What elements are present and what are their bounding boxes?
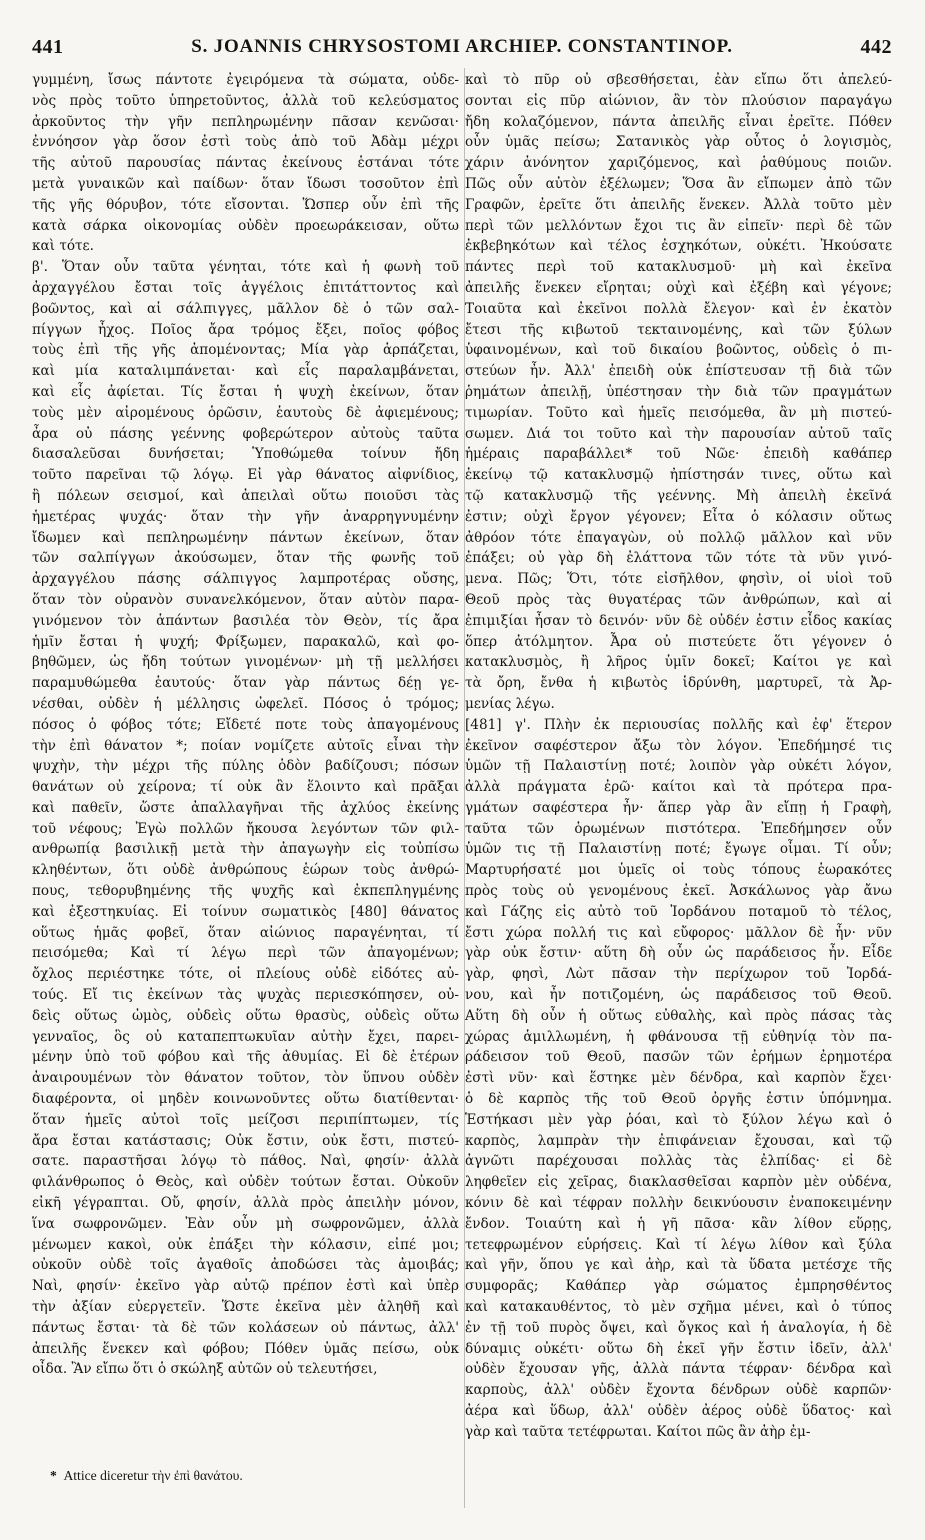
text-line: ἀναιρουμένων τὸν θάνατον τοῦτον, τὸν ὕπνου οὐδὲν — [32, 1070, 459, 1087]
text-line: ἴδωμεν καὶ πεπληρωμένην πάντων ἐκείνων, ὅταν — [32, 529, 459, 546]
text-line: καρπὸς, λαμπρὰν τὴν ἐπιφάνειαν ἔχουσαι, καὶ τῷ — [465, 1132, 892, 1149]
text-line: καὶ μία καταλιμπάνεται· καὶ εἷς παραλαμβάνεται, — [32, 363, 459, 380]
text-line: Ἑστήκασι μὲν γὰρ ῥόαι, καὶ τὸ ξύλον λέγω καὶ ὁ — [465, 1111, 892, 1128]
text-line: παραμυθώμεθα ἑαυτούς· ὅταν γὰρ πάντως δέῃ γε- — [32, 675, 459, 692]
text-line: καὶ τότε. — [32, 238, 94, 255]
text-line: ψυχὴν, τὴν μέχρι τῆς πύλης ὁδὸν βαδίζουσι; πόσων — [32, 758, 459, 775]
text-line: τιμωρίαν. Τοῦτο καὶ ἡμεῖς πεισόμεθα, ἂν μὴ πιστεύ- — [465, 404, 892, 421]
text-line: ἤδη κολαζόμενον, πάντα ἀπειλῆς εἶναι ἐρεῖτε. Πόθεν — [465, 113, 892, 130]
text-line: καὶ εἷς ἀφίεται. Τίς ἔσται ἡ ψυχὴ ἐκείνων, ὅταν — [32, 383, 459, 400]
left-column — [32, 70, 459, 1443]
text-line: ὅταν ἡμεῖς αὐτοὶ τοῖς μείζοσι περιπίπτωμεν, τίς — [32, 1111, 459, 1128]
text-line: καρποὺς, ἀλλ' οὐδὲν ἔχοντα δένδρων οὐδὲ καρπῶν· — [465, 1382, 892, 1399]
text-line: χάριν ἀνόνητον χαριζόμενος, καὶ ῥαθύμους ποιῶν. — [465, 155, 892, 172]
text-line: ἔτεσι τῆς κιβωτοῦ τεκταινομένης, καὶ τῶν ξύλων — [465, 321, 892, 338]
text-line: πόσος ὁ φόβος τότε; Εἴδετέ ποτε τοὺς ἀπαγομένους — [32, 716, 459, 733]
running-header — [32, 34, 892, 60]
text-line: γὰρ καὶ ταῦτα τετέφρωται. Καίτοι πῶς ἂν ἀὴρ ἐμ- — [465, 1423, 811, 1440]
text-line: διαφέροντα, οἱ μηδὲν κοινωνοῦντες οὕτω διατίθενται· — [32, 1091, 459, 1108]
text-line: ὁ δὲ καρπὸς τῆς τοῦ Θεοῦ ὀργῆς ἐστιν ὑπόμνημα. — [465, 1091, 892, 1108]
text-line: ἀγνῶτι παρέχουσαι πολλὰς τὰς ἐλπίδας· εἰ δὲ — [465, 1153, 892, 1170]
text-line: σατε. παραστῆσαι λόγῳ τὸ πάθος. Ναὶ, φησίν· ἀλλὰ — [32, 1153, 459, 1170]
text-line: τοὺς μὲν αἰρομένους ὁρῶσιν, ἑαυτοὺς δὲ ἀφιεμένους; — [32, 404, 459, 421]
text-line: τοῦ νέφους; Ἐγὼ πολλῶν ἤκουσα λεγόντων τῶν φιλ- — [32, 820, 459, 837]
text-line: σονται εἰς πῦρ αἰώνιον, ἂν τὸν πλούσιον παραγάγω — [465, 92, 892, 109]
running-title: S. JOANNIS CHRYSOSTOMI ARCHIEP. CONSTANTINOP. — [191, 36, 733, 57]
text-line: ἆρα οὐ πάσης γεέννης φοβερώτερον αὐτοὺς ταῦτα — [32, 425, 459, 442]
text-line: ληφθεῖεν εἰς χεῖρας, διακλασθεῖσαι καρπὸν μὲν οὐδένα, — [465, 1174, 892, 1191]
text-line: β'. Ὅταν οὖν ταῦτα γένηται, τότε καὶ ἡ φωνὴ τοῦ — [32, 259, 459, 276]
text-line: ὄχλος περιέστηκε τότε, οἱ πλείους οὐδὲ εἰδότες αὐ- — [32, 966, 459, 983]
text-line: τὴν ἀξίαν εὐεργετεῖν. Ὥστε ἐκεῖνα μὲν ἀληθῆ καὶ — [32, 1299, 459, 1316]
footnote-text: Attice diceretur τὴν ἐπὶ θανάτου. — [63, 1468, 243, 1483]
text-line: Πῶς οὖν αὐτὸν ἐξέλωμεν; Ὅσα ἂν εἴπωμεν ἀπὸ τῶν — [465, 175, 892, 192]
text-line: ἐστὶ νῦν· καὶ ἕστηκε μὲν δένδρα, καὶ καρπὸν ἔχει· — [465, 1070, 892, 1087]
text-line: μετὰ γυναικῶν καὶ παίδων· ὅταν ἴδωσι τοσοῦτον ἐπὶ — [32, 175, 459, 192]
text-line: τῆς γῆς θόρυβον, τότε εἴσονται. Ὥσπερ οὖν ἐπὶ τῆς — [32, 196, 459, 213]
text-line: ἔνδον. Τοιαύτη καὶ ἡ γῆ πᾶσα· κἂν λίθον εὕρῃς, — [465, 1215, 892, 1232]
text-line: ἡμῖν ἔσται ἡ ψυχή; Φρίξωμεν, παρακαλῶ, καὶ φο- — [32, 633, 459, 650]
text-line: ἀρκοῦντος τὴν γῆν πεπληρωμένην πᾶσαν κενῶσαι· — [32, 113, 459, 130]
text-line: περὶ τῶν μελλόντων ἔχοι τις ἂν εἰπεῖν· περὶ δὲ τῶν — [465, 217, 892, 234]
text-line: Γραφῶν, ἐρεῖτε ὅτι ἀπειλῆς ἕνεκεν. Ἀλλὰ τοῦτο μὲν — [465, 196, 892, 213]
text-line: τῶν σαλπίγγων ἀκούσωμεν, ὅταν τῆς φωνῆς τοῦ — [32, 550, 459, 567]
text-columns — [32, 70, 892, 1443]
text-line: ἀέρα καὶ ὕδωρ, ἀλλ' οὐδὲν ἀέρος οὐδὲ ὕδατος· καὶ — [465, 1403, 892, 1419]
text-line: Αὕτη δὴ οὖν ἡ οὕτως εὐθαλὴς, καὶ πρὸς πάσας τὰς — [465, 1007, 892, 1024]
text-line: βοῶντος, καὶ αἱ σάλπιγγες, μᾶλλον δὲ ὁ τῶν σαλ- — [32, 300, 459, 317]
text-line: ἐν τῇ τοῦ πυρὸς ὄψει, καὶ ὄγκος καὶ ἡ ἀναλογία, ἡ δὲ — [465, 1319, 892, 1336]
text-line: τοῦτο παρεῖναι τῷ λόγῳ. Εἰ γὰρ θάνατος αἰφνίδιος, — [32, 467, 459, 484]
left-page-number: 441 — [32, 35, 64, 58]
text-line: [481] γ'. Πλὴν ἐκ περιουσίας πολλῆς καὶ ἐφ' ἕτερον — [465, 716, 892, 733]
text-line: καὶ τὸ πῦρ οὐ σβεσθήσεται, ἐὰν εἴπω ὅτι ἀπελεύ- — [465, 72, 892, 88]
text-line: ἐκβεβηκότων καὶ τέλος ἐσχηκότων, οὐκέτι. Ἠκούσατε — [465, 238, 892, 255]
text-line: ἐπάξει; οὐ γὰρ δὴ ἐλάττονα τῶν τότε τὰ νῦν γινό- — [465, 550, 892, 567]
text-line: ἢ πόλεων σεισμοί, καὶ ἀπειλαὶ οὕτω ποιοῦσι τὰς — [32, 487, 459, 504]
footnote-mark: * — [50, 1468, 57, 1483]
text-line: ῥημάτων ἀπειλῇ, ὑπέστησαν τὴν διὰ τῶν πραγμάτων — [465, 383, 892, 400]
text-line: ἄρα ἔσται κατάστασις; Οὐκ ἔστιν, οὐκ ἔστι, πιστεύ- — [32, 1132, 459, 1149]
text-line: οὐδὲν ἔχουσαν γῆς, ἀλλὰ πάντα τέφραν· δένδρα καὶ — [465, 1361, 892, 1378]
text-line: οὐκοῦν οὐδὲ τοῖς ἀγαθοῖς ἀποδώσει τὰς ἀμοιβάς; — [32, 1257, 459, 1274]
text-line: ὅταν τὸν οὐρανὸν συνανελκόμενον, ὅταν αὐτὸν παρα- — [32, 591, 459, 608]
text-line: τῷ κατακλυσμῷ τῆς γεέννης. Μὴ ἀπειλὴ ἐκεῖνά — [465, 487, 892, 504]
text-line: γμάτων σαφέστερα ἦν· ἅπερ γὰρ ἂν εἴπῃ ἡ Γραφὴ, — [465, 799, 892, 816]
text-line: ἀπειλῆς ἕνεκεν εἴρηται; οὐχὶ καὶ ἐξέβη καὶ γέγονε; — [465, 279, 892, 296]
text-line: κληθέντων, ὅτι οὐδὲ ἀνθρώπους ἑώρων τοὺς ἀνθρώ- — [32, 862, 459, 879]
text-line: χώρας ἁμιλλωμένη, ἡ φθάνουσα τῇ εὐθηνίᾳ τὸν πα- — [465, 1028, 892, 1045]
text-line: νέσθαι, οὐδὲν ἡ μέλλησις ὠφελεῖ. Πόσος ὁ τρόμος; — [32, 695, 459, 712]
text-line: πίγγων ἦχος. Ποῖος ἄρα τρόμος ἔξει, ποῖος φόβος — [32, 321, 459, 338]
text-line: σωμεν. Διά τοι τοῦτο καὶ τὴν παρουσίαν αὐτοῦ ταῖς — [465, 425, 892, 442]
text-line: ἀρχαγγέλου ἔσται τοῖς ἀγγέλοις ἐπιτάττοντος καὶ — [32, 279, 459, 296]
text-line: ἐννόησον γὰρ ὅσον ἐστὶ τοὺς ἀπὸ τοῦ Ἀδὰμ μέχρι — [32, 134, 459, 151]
right-page-number: 442 — [860, 35, 892, 58]
text-line: γὰρ οὐκ ἔστιν· αὕτη δὴ οὖν ὡς παράδεισος ἦν. Εἶδε — [465, 945, 892, 962]
text-line: ταῦτα τῶν ὁρωμένων πιστότερα. Ἐπεδήμησεν οὖν — [465, 820, 892, 837]
text-line: τῆς αὐτοῦ παρουσίας πάντας ἐκείνους ἑστάναι τότε — [32, 155, 459, 172]
text-line: ὅπερ ἀτόλμητον. Ἆρα οὐ πιστεύετε ὅτι γέγονεν ὁ — [465, 633, 892, 650]
text-line: μένην ὑπὸ τοῦ φόβου καὶ τῆς ἀθυμίας. Εἰ δὲ ἑτέρων — [32, 1049, 459, 1066]
text-line: κατακλυσμὸς, ἢ λῆρος ὑμῖν δοκεῖ; Καίτοι γε καὶ — [465, 654, 892, 671]
text-line: καὶ ἐξεστηκυίας. Εἰ τοίνυν σωματικὸς [480] θάνατος — [32, 903, 459, 920]
text-line: φιλάνθρωπος ὁ Θεὸς, καὶ οὐδὲν τούτων ἔσται. Οὐκοῦν — [32, 1174, 459, 1191]
text-line: πους, τεθορυβημένης τῆς ψυχῆς καὶ ἐκπεπληγμένης — [32, 883, 459, 900]
text-line: τὴν ἐπὶ θάνατον *; ποίαν νομίζετε αὐτοῖς εἶναι τὴν — [32, 737, 459, 754]
text-line: πεισόμεθα; Καὶ τί λέγω περὶ τῶν ἀπαγομένων; — [32, 945, 459, 962]
text-line: ἡμέραις παραβάλλει* τοῦ Νῶε· ἐπειδὴ καθάπερ — [465, 446, 892, 463]
text-line: μένωμεν κακοὶ, οὐκ ἐπάξει τὴν κόλασιν, εἰπέ μοι; — [32, 1236, 459, 1253]
text-line: θανάτων οὐ χείρονα; τί οὐκ ἂν ἕλοιντο καὶ πρᾶξαι — [32, 779, 459, 796]
text-line: ἵνα σωφρονῶμεν. Ἐὰν οὖν μὴ σωφρονῶμεν, ἀλλὰ — [32, 1215, 459, 1232]
text-line: καὶ γῆν, ὅπου γε καὶ ἀὴρ, καὶ τὰ ὕδατα μετέσχε τῆς — [465, 1257, 892, 1274]
text-line: διασαλεῦσαι δυνήσεται; Ὑποθώμεθα τοίνυν ἤδη — [32, 446, 459, 463]
text-line: πάντες περὶ τοῦ κατακλυσμοῦ· μὴ καὶ ἐκεῖνα — [465, 259, 892, 276]
text-line: τούς. Εἴ τις ἐκείνων τὰς ψυχὰς περιεσκόπησεν, οὐ- — [32, 987, 459, 1004]
text-line: γὰρ, φησὶ, Λὼτ πᾶσαν τὴν περίχωρον τοῦ Ἰορδά- — [465, 966, 892, 983]
text-line: ἀθρόον τότε ἐπαγαγὼν, οὐ πολλῷ μᾶλλον καὶ νῦν — [465, 529, 892, 546]
text-line: Ναὶ, φησίν· ἐκεῖνο γὰρ αὐτῷ πρέπον ἐστὶ καὶ ὑπὲρ — [32, 1278, 459, 1295]
text-line: ὑμῶν τις τῇ Παλαιστίνῃ ποτέ; ἔγωγε οἶμαι. Τί οὖν; — [465, 841, 892, 858]
text-line: ἔστι χώρα πολλή τις καὶ εὔφορος· μᾶλλον δὲ ἦν· νῦν — [465, 924, 892, 941]
text-line: τὰ ὄρη, ἔνθα ἡ κιβωτὸς ἱδρύνθη, μαρτυρεῖ, τὰ Ἀρ- — [465, 675, 892, 692]
text-line: ἐκεῖνον σαφέστερον ἄξω τὸν λόγον. Ἐπεδήμησέ τις — [465, 737, 892, 754]
text-line: συμφορᾶς; Καθάπερ γὰρ σώματος ἐμπρησθέντος — [465, 1278, 892, 1295]
text-line: ἀπειλῆς ἕνεκεν καὶ φόβου; Πόθεν ὑμᾶς πείσω, οὐκ — [32, 1340, 459, 1357]
text-line: καὶ παθεῖν, ὥστε ἀπαλλαγῆναι τῆς ἀχλύος ἐκείνης — [32, 799, 459, 816]
text-line: ανθρωπίᾳ βασιλικῇ μετὰ τὴν ἀπαγωγὴν εἰς τοὐπίσω — [32, 841, 459, 858]
text-line: νου, καὶ ἦν ποτιζομένη, ὡς παράδεισος τοῦ Θεοῦ. — [465, 987, 892, 1004]
text-line: Τοιαῦτα καὶ ἐκεῖνοι πολλὰ ἔλεγον· καὶ ἐν ἑκατὸν — [465, 300, 892, 317]
text-line: μενα. Πῶς; Ὅτι, τότε εἰσῆλθον, φησὶν, οἱ υἱοὶ τοῦ — [465, 571, 892, 588]
text-line: εἰκῆ γέγραπται. Οὔ, φησίν, ἀλλὰ πρὸς ἀπειλὴν μόνον, — [32, 1195, 459, 1212]
text-line: Μαρτυρήσατέ μοι ὑμεῖς οἱ τοὺς τόπους ἑωρακότες — [465, 862, 892, 879]
text-line: νὸς πρὸς τοῦτο ὑπηρετοῦντος, ἀλλὰ τοῦ κελεύσματος — [32, 92, 459, 109]
text-line: τετεφρωμένον εὑρήσεις. Καὶ τί λέγω λίθον καὶ ξύλα — [465, 1236, 892, 1253]
text-line: οὖν ὑμᾶς πείσω; Σατανικὸς γὰρ οὗτος ὁ λογισμὸς, — [465, 134, 892, 151]
text-line: ἐπιμιξίαι ἦσαν τὸ δεινόν· νῦν δὲ οὐδέν ἐστιν εἶδος κακίας — [465, 612, 892, 629]
text-line: μενίας λέγω. — [465, 695, 555, 712]
text-line: ἀρχαγγέλου πάσης σάλπιγγος λαμπροτέρας οὔσης, — [32, 571, 459, 588]
text-line: κόνιν δὲ καὶ τέφραν πολλὴν δεικνύουσιν ἐναποκειμένην — [465, 1195, 892, 1212]
text-line: δεὶς οὕτως ὠμὸς, οὐδεὶς οὕτω θρασὺς, οὐδεὶς οὕτω — [32, 1007, 459, 1024]
text-line: Θεοῦ πρὸς τὰς θυγατέρας τῶν ἀνθρώπων, καὶ αἱ — [465, 591, 892, 608]
text-line: στεύων ἦν. Ἀλλ' ἐπειδὴ οὐκ ἐπίστευσαν τῇ διὰ τῶν — [465, 363, 892, 380]
right-column — [465, 70, 892, 1443]
text-line: οὕτως ἡμᾶς φοβεῖ, ὅταν αἰώνιος παραγένηται, τί — [32, 924, 459, 941]
text-line: οἶδα. Ἂν εἴπω ὅτι ὁ σκώληξ αὐτῶν οὐ τελευτήσει, — [32, 1361, 378, 1378]
text-line: ἀλλὰ πράγματα ἐρῶ· καίτοι καὶ τὰ πρότερα πρα- — [465, 779, 892, 796]
text-line: τοὺς ἐπὶ τῆς γῆς ἀπομένοντας; Μία γὰρ ἁρπάζεται, — [32, 342, 459, 359]
text-line: πάντως ἔσται· τὰ δὲ τῶν κολάσεων οὐ πάντως, ἀλλ' — [32, 1319, 459, 1336]
text-line: καὶ κατακαυθέντος, τὸ μὲν σχῆμα μένει, καὶ ὁ τύπος — [465, 1299, 892, 1316]
text-line: ἡμετέρας ψυχάς· ὅταν τὴν γῆν ἀναρρηγνυμένην — [32, 508, 459, 525]
text-line: ἐστιν; οὐχὶ ἔργον γέγονεν; Εἶτα ὁ κόλασιν οὕτως — [465, 508, 892, 525]
text-line: ὑφαινομένων, καὶ τοῦ δικαίου βοῶντος, οὐδεὶς ὁ πι- — [465, 342, 892, 359]
text-line: γινόμενον τὸν ἁπάντων βασιλέα τὸν Θεὸν, τίς ἄρα — [32, 612, 459, 629]
text-line: κατὰ σάρκα οἰκονομίας οὐδὲν προεωράκεισαν, οὕτω — [32, 217, 459, 234]
text-line: ράδεισον τοῦ Θεοῦ, πασῶν τῶν ἐρήμων ἐρημοτέρα — [465, 1049, 892, 1066]
footnote — [50, 1468, 243, 1484]
text-line: δύναμις οὐκέτι· οὕτω δὴ ἐκεῖ γῆν ἔστιν ἰδεῖν, ἀλλ' — [465, 1340, 892, 1357]
text-line: γυμμένη, ἴσως πάντοτε ἐγειρόμενα τὰ σώματα, οὐδε- — [32, 72, 459, 88]
text-line: πρὸς τοὺς οὐ γενομένους ἐκεῖ. Ἀσκάλωνος γὰρ ἄνω — [465, 883, 892, 900]
text-line: ὑμῶν τῇ Παλαιστίνῃ ποτέ; λοιπὸν γὰρ οὐκέτι λόγον, — [465, 758, 892, 775]
text-line: βηθῶμεν, ὡς ἤδη τούτων γινομένων· μὴ τῇ μελλήσει — [32, 654, 459, 671]
text-line: γενναῖος, ὃς οὐ καταπεπτωκυῖαν αὐτὴν ἔχει, παρει- — [32, 1028, 459, 1045]
text-line: καὶ Γάζης εἰς αὐτὸ τοῦ Ἰορδάνου ποταμοῦ τὸ τέλος, — [465, 903, 892, 920]
text-line: ἐκείνῳ τῷ κατακλυσμῷ ἠπίστησάν τινες, οὕτω καὶ — [465, 467, 892, 484]
